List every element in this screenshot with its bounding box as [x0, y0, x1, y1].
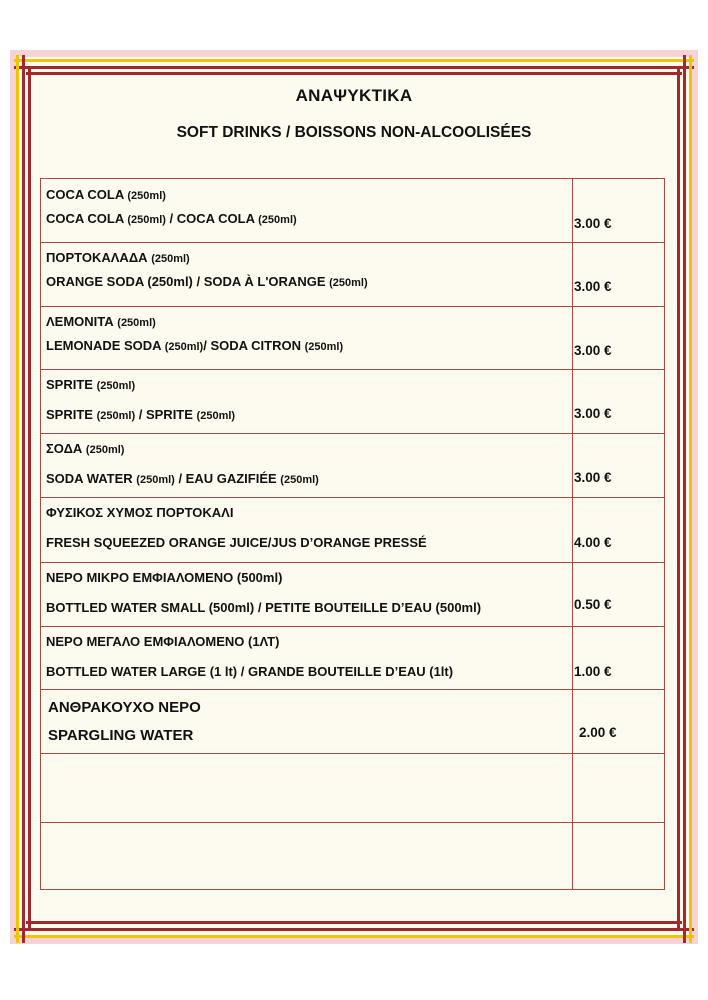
item-name-translation: COCA COLA (250ml) / COCA COLA (250ml) — [46, 211, 297, 226]
empty-row — [41, 822, 664, 889]
menu-row — [41, 562, 664, 627]
item-price: 3.00 € — [574, 470, 612, 485]
item-name-translation: SPRITE (250ml) / SPRITE (250ml) — [46, 407, 236, 422]
item-price: 3.00 € — [574, 279, 612, 294]
item-name-translation: BOTTLED WATER SMALL (500ml) / PETITE BOUTEILLE D’EAU (500ml) — [46, 600, 482, 615]
item-name-translation: ORANGE SODA (250ml) / SODA À L'ORANGE (250ml) — [46, 274, 368, 289]
item-name-greek: ΣΟΔΑ (250ml) — [46, 441, 125, 456]
menu-table — [40, 178, 665, 890]
frame-line — [689, 55, 692, 943]
menu-subtitle: SOFT DRINKS / BOISSONS NON-ALCOOLISÉES — [176, 124, 532, 141]
frame-line — [14, 66, 694, 69]
item-name-greek: ΠΟΡΤΟΚΑΛΑΔΑ (250ml) — [46, 250, 190, 265]
item-name-greek: COCA COLA (250ml) — [46, 187, 166, 202]
item-price: 4.00 € — [574, 535, 612, 550]
item-price: 3.00 € — [574, 216, 612, 231]
frame-line — [26, 921, 682, 924]
menu-row — [41, 306, 664, 370]
frame-line — [14, 935, 694, 938]
item-price: 1.00 € — [574, 664, 612, 679]
item-price: 3.00 € — [574, 343, 612, 358]
menu-row — [41, 242, 664, 307]
item-name-greek: ΝΕΡΟ ΜΕΓΑΛΟ ΕΜΦΙΑΛΟΜΕΝΟ (1ΛΤ) — [46, 634, 280, 649]
frame-line — [14, 59, 694, 62]
menu-row — [41, 626, 664, 690]
menu-row — [41, 179, 664, 243]
menu-row — [41, 433, 664, 498]
menu-row — [41, 369, 664, 434]
menu-row — [41, 497, 664, 563]
item-name-translation: SODA WATER (250ml) / EAU GAZIFIÉE (250ml) — [46, 471, 319, 486]
item-name-translation: BOTTLED WATER LARGE (1 lt) / GRANDE BOUTEILLE D’EAU (1lt) — [46, 664, 454, 679]
item-price: 2.00 € — [579, 725, 617, 740]
item-price: 3.00 € — [574, 406, 612, 421]
frame-line — [26, 72, 682, 75]
menu-title: ΑΝΑΨΥΚΤΙΚΑ — [295, 86, 413, 105]
frame-line — [22, 55, 25, 943]
empty-row — [41, 753, 664, 823]
frame-line — [677, 69, 680, 929]
frame-line — [14, 928, 694, 931]
frame-line — [16, 55, 19, 943]
item-name-greek: SPRITE (250ml) — [46, 377, 136, 392]
item-name-translation: FRESH SQUEEZED ORANGE JUICE/JUS D’ORANGE PRESSÉ — [46, 535, 427, 550]
item-name-greek: ΦΥΣΙΚΟΣ ΧΥΜΟΣ ΠΟΡΤΟΚΑΛΙ — [46, 505, 234, 520]
item-name-translation: LEMONADE SODA (250ml)/ SODA CITRON (250ml) — [46, 338, 344, 353]
item-name-greek: ΛΕΜΟΝΙΤΑ (250ml) — [46, 314, 156, 329]
item-name-greek: ΝΕΡΟ ΜΙΚΡΟ ΕΜΦΙΑΛΟΜΕΝΟ (500ml) — [46, 570, 283, 585]
frame-line — [683, 55, 686, 943]
item-name-translation: SPARGLING WATER — [48, 727, 194, 744]
frame-line — [28, 69, 31, 929]
menu-row — [41, 689, 664, 754]
item-price: 0.50 € — [574, 597, 612, 612]
item-name-greek: ΑΝΘΡΑΚΟΥΧΟ ΝΕΡΟ — [48, 699, 201, 716]
